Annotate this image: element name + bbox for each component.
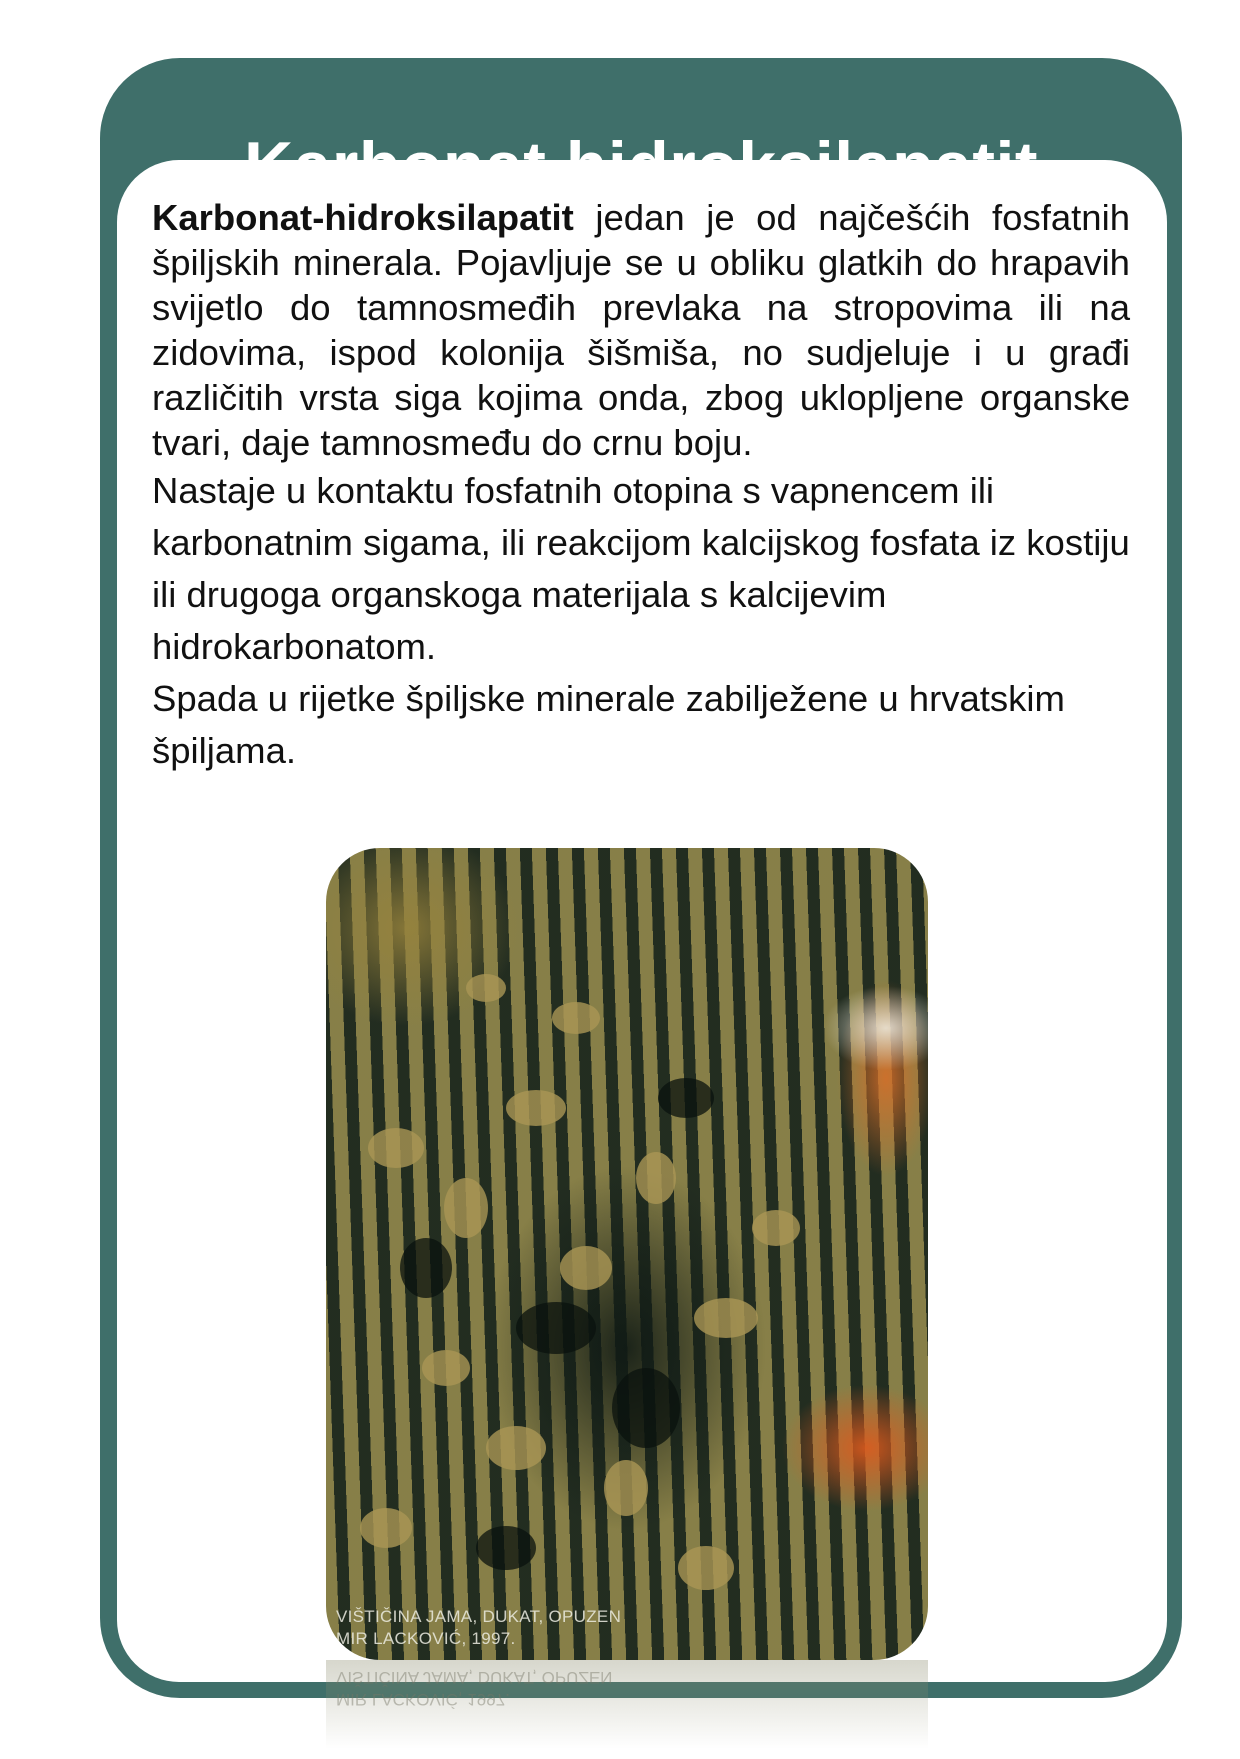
mineral-name-bold: Karbonat-hidroksilapatit [152, 197, 574, 238]
mineral-photo [326, 848, 928, 1660]
photo-texture [326, 848, 928, 1660]
reflection-caption-line-1: VIŠTIČINA JAMA, DUKAT, OPUZEN [336, 1668, 613, 1687]
photo-caption-line-1: VIŠTIČINA JAMA, DUKAT, OPUZEN [336, 1607, 622, 1626]
description-text [152, 195, 1130, 777]
description-paragraph-2: Nastaje u kontaktu fosfatnih otopina s vapnencem ili karbonatnim sigama, ili reakcijom kalcijskog fosfata iz kostiju ili drugoga organskoga materijala s kalcijevim hidrokarbonatom. [152, 470, 1130, 667]
reflection-caption [336, 1666, 612, 1710]
description-intro-text: jedan je od najčešćih fosfatnih špiljskih minerala. Pojavljuje se u obliku glatkih do hrapavih svijetlo do tamnosmeđih prevlaka na stropovima ili na zidovima, ispod kolonija šišmiša, no sudjeluje i u građi različitih vrsta siga kojima onda, zbog uklopljene organske tvari, daje tamnosmeđu do crnu boju. [152, 197, 1130, 463]
description-paragraph-1 [152, 195, 1130, 465]
photo-caption [336, 1606, 621, 1650]
photo-reflection [326, 1660, 928, 1759]
reflection-caption-line-2: MIR LACKOVIĆ, 1997. [336, 1690, 510, 1709]
photo-caption-line-2: MIR LACKOVIĆ, 1997. [336, 1629, 516, 1648]
description-paragraph-3: Spada u rijetke špiljske minerale zabilježene u hrvatskim špiljama. [152, 678, 1065, 771]
